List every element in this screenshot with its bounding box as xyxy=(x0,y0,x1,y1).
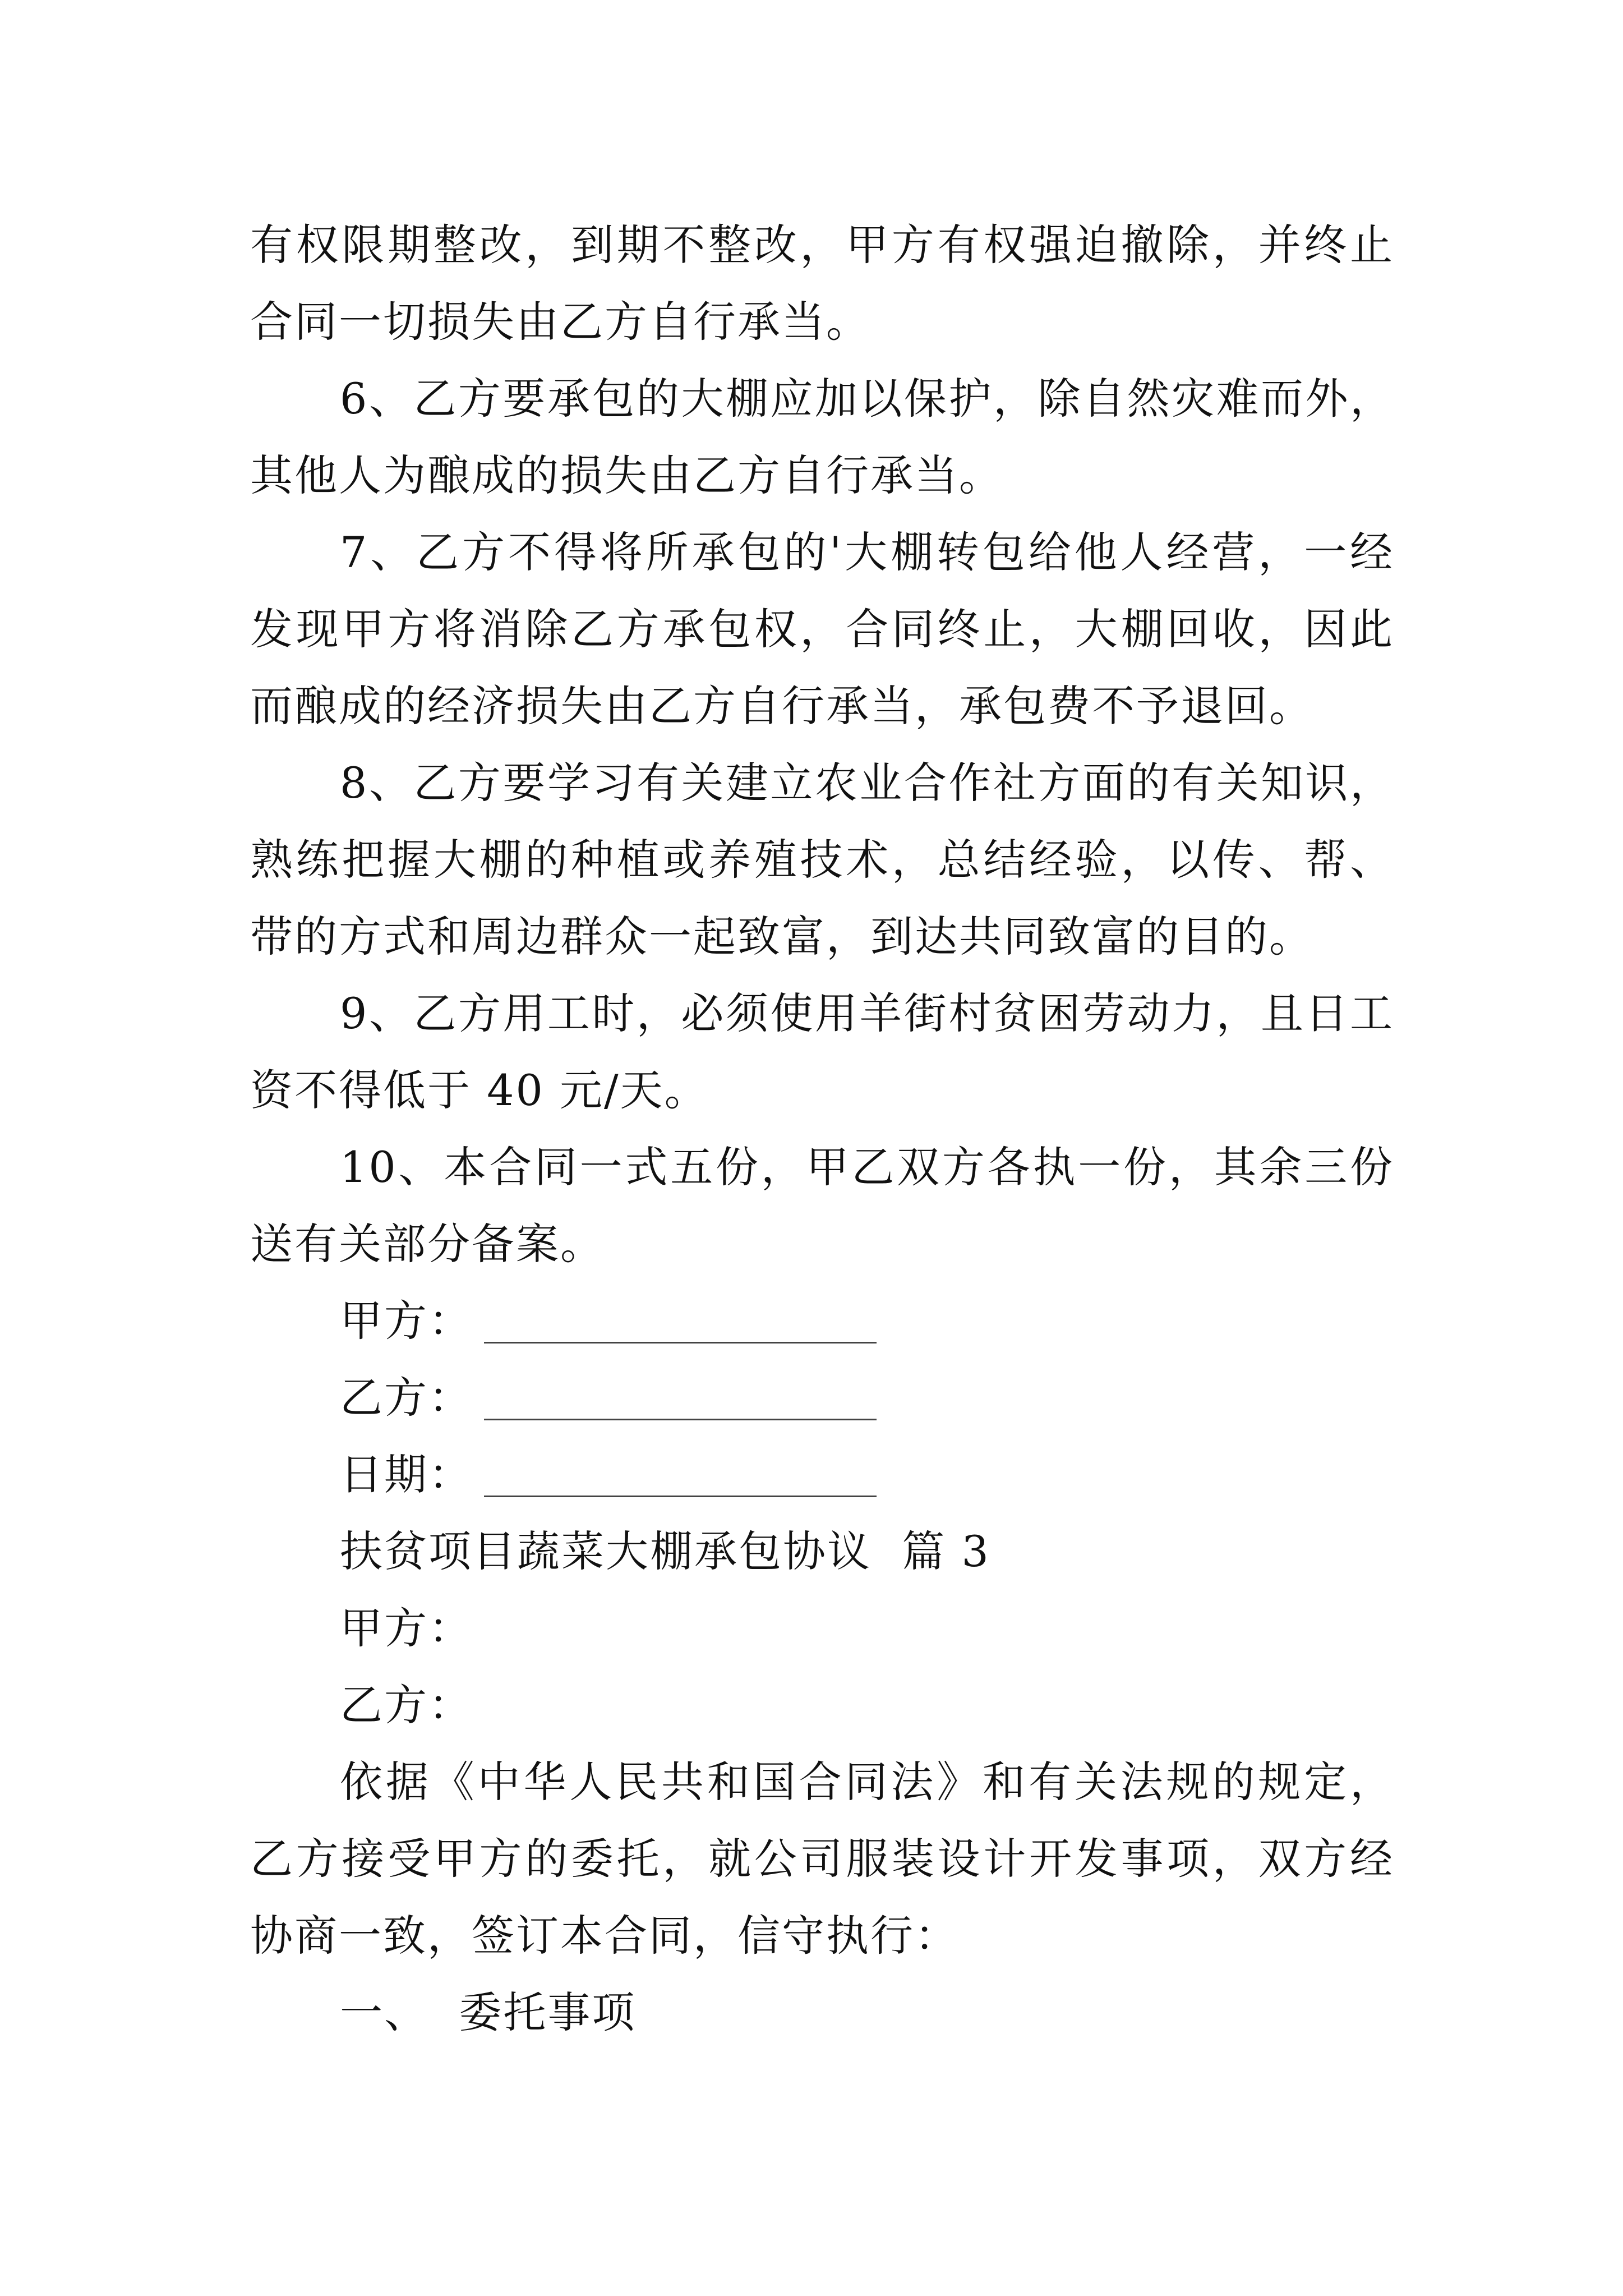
signature-date-blank xyxy=(484,1493,877,1497)
party-a-label: 甲方： xyxy=(340,1603,473,1653)
signature-date xyxy=(250,1436,1394,1513)
signature-party-a-blank xyxy=(484,1340,877,1343)
clause-6: 6、乙方要承包的大棚应加以保护，除自然灾难而外，其他人为酿成的损失由乙方自行承当。 xyxy=(250,374,1394,500)
heading-entrusted-matters: 一、 委托事项 xyxy=(340,1987,637,2037)
signature-party-b-label: 乙方： xyxy=(340,1373,473,1423)
clause-7: 7、乙方不得将所承包的'大棚转包给他人经营，一经发现甲方将消除乙方承包权，合同终止，大棚回收，因此而酿成的经济损失由乙方自行承当，承包费不予退回。 xyxy=(250,527,1394,731)
section-title: 扶贫项目蔬菜大棚承包协议 篇 3 xyxy=(340,1526,990,1576)
signature-party-a-label: 甲方： xyxy=(340,1296,473,1346)
party-b-label: 乙方： xyxy=(340,1680,473,1730)
signature-party-a xyxy=(250,1282,1394,1359)
signature-party-b-blank xyxy=(484,1416,877,1420)
signature-party-b xyxy=(250,1359,1394,1436)
clause-8: 8、乙方要学习有关建立农业合作社方面的有关知识，熟练把握大棚的种植或养殖技术，总结经验，以传、帮、带的方式和周边群众一起致富，到达共同致富的目的。 xyxy=(250,758,1394,961)
clause-9: 9、乙方用工时，必须使用羊街村贫困劳动力，且日工资不得低于 40 元/天。 xyxy=(250,988,1394,1115)
signature-date-label: 日期： xyxy=(340,1450,473,1499)
clause-10: 10、本合同一式五份，甲乙双方各执一份，其余三份送有关部分备案。 xyxy=(250,1142,1394,1269)
document-body xyxy=(250,206,1394,2051)
paragraph-continuation: 有权限期整改，到期不整改，甲方有权强迫撤除，并终止合同一切损失由乙方自行承当。 xyxy=(250,220,1394,347)
contract-intro: 依据《中华人民共和国合同法》和有关法规的规定，乙方接受甲方的委托，就公司服装设计开发事项，双方经协商一致，签订本合同，信守执行： xyxy=(250,1757,1394,1961)
